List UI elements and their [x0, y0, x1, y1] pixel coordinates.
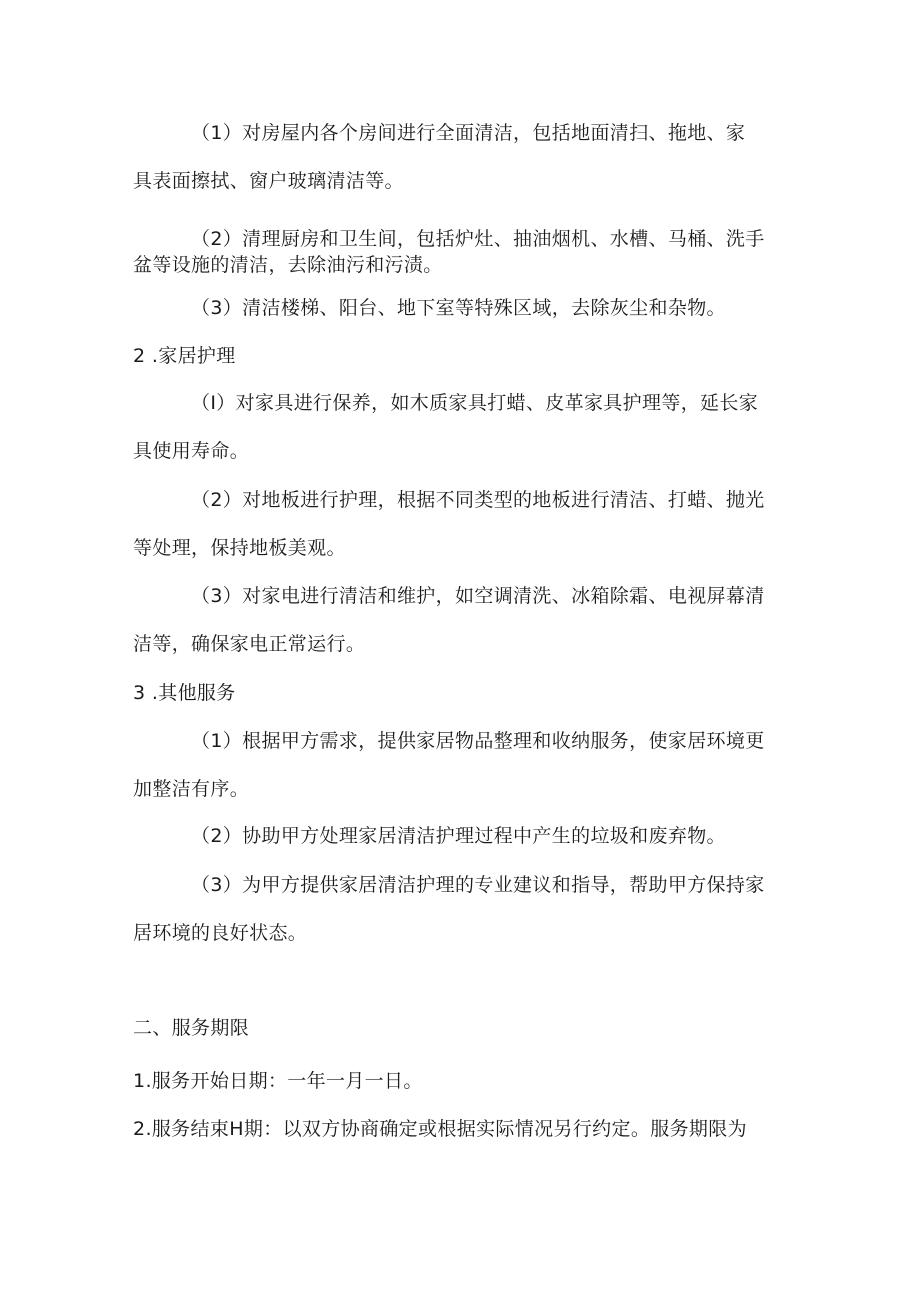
- paragraph-5-line-1: （2）对地板进行护理，根据不同类型的地板进行清洁、打蜡、抛光: [191, 489, 765, 511]
- paragraph-9-line-2: 居环境的良好状态。: [133, 922, 308, 944]
- paragraph-9-line-1: （3）为甲方提供家居清洁护理的专业建议和指导，帮助甲方保持家: [191, 874, 765, 896]
- paragraph-4-line-1: （I）对家具进行保养，如木质家具打蜡、皮革家具护理等，延长家: [191, 392, 759, 414]
- paragraph-4-line-2: 具使用寿命。: [133, 440, 250, 462]
- section-heading-service-period: 二、服务期限: [133, 1017, 250, 1039]
- paragraph-3-line-1: （3）清洁楼梯、阳台、地下室等特殊区域，去除灰尘和杂物。: [191, 297, 726, 319]
- section-heading-other-services: 3 .其他服务: [133, 682, 236, 704]
- service-start-date: 1.服务开始日期：一年一月一日。: [133, 1070, 423, 1092]
- paragraph-2-line-1: （2）清理厨房和卫生间，包括炉灶、抽油烟机、水槽、马桶、洗手: [191, 228, 765, 250]
- paragraph-5-line-2: 等处理，保持地板美观。: [133, 537, 346, 559]
- paragraph-1-line-2: 具表面擦拭、窗户玻璃清洁等。: [133, 170, 404, 192]
- paragraph-7-line-1: （1）根据甲方需求，提供家居物品整理和收纳服务，使家居环境更: [191, 730, 765, 752]
- paragraph-8-line-1: （2）协助甲方处理家居清洁护理过程中产生的垃圾和废弃物。: [191, 825, 726, 847]
- service-end-date: 2.服务结束H期：以双方协商确定或根据实际情况另行约定。服务期限为: [133, 1118, 747, 1140]
- paragraph-7-line-2: 加整洁有序。: [133, 778, 250, 800]
- paragraph-1-line-1: （1）对房屋内各个房间进行全面清洁，包括地面清扫、拖地、家: [191, 122, 746, 144]
- paragraph-6-line-1: （3）对家电进行清洁和维护，如空调清洗、冰箱除霜、电视屏幕清: [191, 585, 765, 607]
- section-heading-home-care: 2 .家居护理: [133, 345, 236, 367]
- paragraph-2-line-2: 盆等设施的清洁，去除油污和污渍。: [133, 254, 443, 276]
- paragraph-6-line-2: 洁等，确保家电正常运行。: [133, 633, 366, 655]
